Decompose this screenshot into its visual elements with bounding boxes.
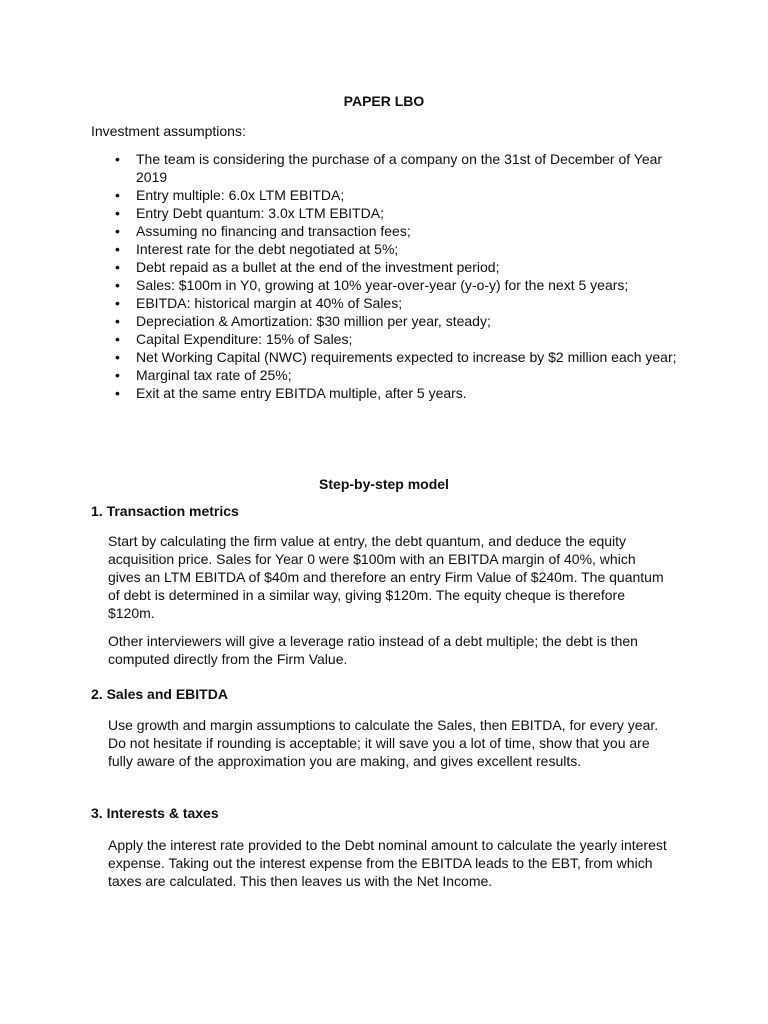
list-item: [91, 186, 691, 204]
bullet-icon: •: [115, 259, 120, 275]
list-item-text: Assuming no financing and transaction fees;: [136, 223, 411, 239]
section-paragraph: Start by calculating the firm value at entry, the debt quantum, and deduce the equity acquisition price. Sales for Year 0 were $100m with an EBITDA margin of 40%, which gives an LTM EBITDA of $40m and therefore an entry Firm Value of $240m. The quantum of debt is determined in a similar way, giving $120m. The equity cheque is therefore $120m.: [108, 533, 664, 621]
list-item: [91, 258, 691, 276]
bullet-icon: •: [115, 349, 120, 365]
bullet-icon: •: [115, 187, 120, 203]
section-transaction-metrics: [91, 502, 671, 668]
list-item-text: Entry Debt quantum: 3.0x LTM EBITDA;: [136, 205, 384, 221]
list-item-text: Depreciation & Amortization: $30 million per year, steady;: [136, 313, 491, 329]
list-item: [91, 384, 691, 402]
section-interests-taxes: [91, 804, 671, 890]
bullet-icon: •: [115, 151, 120, 167]
bullet-icon: •: [115, 331, 120, 347]
bullet-icon: •: [115, 385, 120, 401]
list-item-text: The team is considering the purchase of a company on the 31st of December of Year 2019: [136, 151, 663, 185]
bullet-icon: •: [115, 277, 120, 293]
section-paragraph: Other interviewers will give a leverage ratio instead of a debt multiple; the debt is then computed directly from the Firm Value.: [108, 633, 638, 667]
list-item: [91, 294, 691, 312]
list-item-text: EBITDA: historical margin at 40% of Sales;: [136, 295, 403, 311]
list-item: [91, 150, 691, 186]
section-heading: 2. Sales and EBITDA: [91, 686, 228, 702]
list-item: [91, 348, 691, 366]
bullet-icon: •: [115, 205, 120, 221]
list-item-text: Interest rate for the debt negotiated at 5%;: [136, 241, 399, 257]
list-item-text: Debt repaid as a bullet at the end of the investment period;: [136, 259, 500, 275]
bullet-icon: •: [115, 223, 120, 239]
bullet-icon: •: [115, 241, 120, 257]
list-item: [91, 366, 691, 384]
list-item-text: Exit at the same entry EBITDA multiple, after 5 years.: [136, 385, 467, 401]
bullet-icon: •: [115, 367, 120, 383]
list-item: [91, 276, 691, 294]
assumptions-heading: Investment assumptions:: [91, 123, 246, 139]
assumptions-list: [91, 150, 691, 402]
list-item-text: Capital Expenditure: 15% of Sales;: [136, 331, 353, 347]
list-item-text: Entry multiple: 6.0x LTM EBITDA;: [136, 187, 345, 203]
list-item: [91, 312, 691, 330]
list-item-text: Net Working Capital (NWC) requirements expected to increase by $2 million each year;: [136, 349, 677, 365]
list-item-text: Sales: $100m in Y0, growing at 10% year-over-year (y-o-y) for the next 5 years;: [136, 277, 629, 293]
step-by-step-heading: Step-by-step model: [319, 476, 449, 492]
list-item: [91, 330, 691, 348]
section-sales-ebitda: [91, 685, 671, 770]
document-title: PAPER LBO: [343, 93, 425, 109]
section-paragraph: Use growth and margin assumptions to calculate the Sales, then EBITDA, for every year. Do not hesitate if rounding is acceptable; it will save you a lot of time, show that you are fully aware of the approximation you are making, and gives excellent results.: [108, 717, 659, 769]
list-item: [91, 204, 691, 222]
list-item: [91, 240, 691, 258]
bullet-icon: •: [115, 295, 120, 311]
list-item-text: Marginal tax rate of 25%;: [136, 367, 292, 383]
section-paragraph: Apply the interest rate provided to the Debt nominal amount to calculate the yearly interest expense. Taking out the interest expense from the EBITDA leads to the EBT, from which taxes are calculated. This then leaves us with the Net Income.: [108, 837, 667, 889]
list-item: [91, 222, 691, 240]
bullet-icon: •: [115, 313, 120, 329]
section-heading: 1. Transaction metrics: [91, 503, 239, 519]
section-heading: 3. Interests & taxes: [91, 805, 219, 821]
